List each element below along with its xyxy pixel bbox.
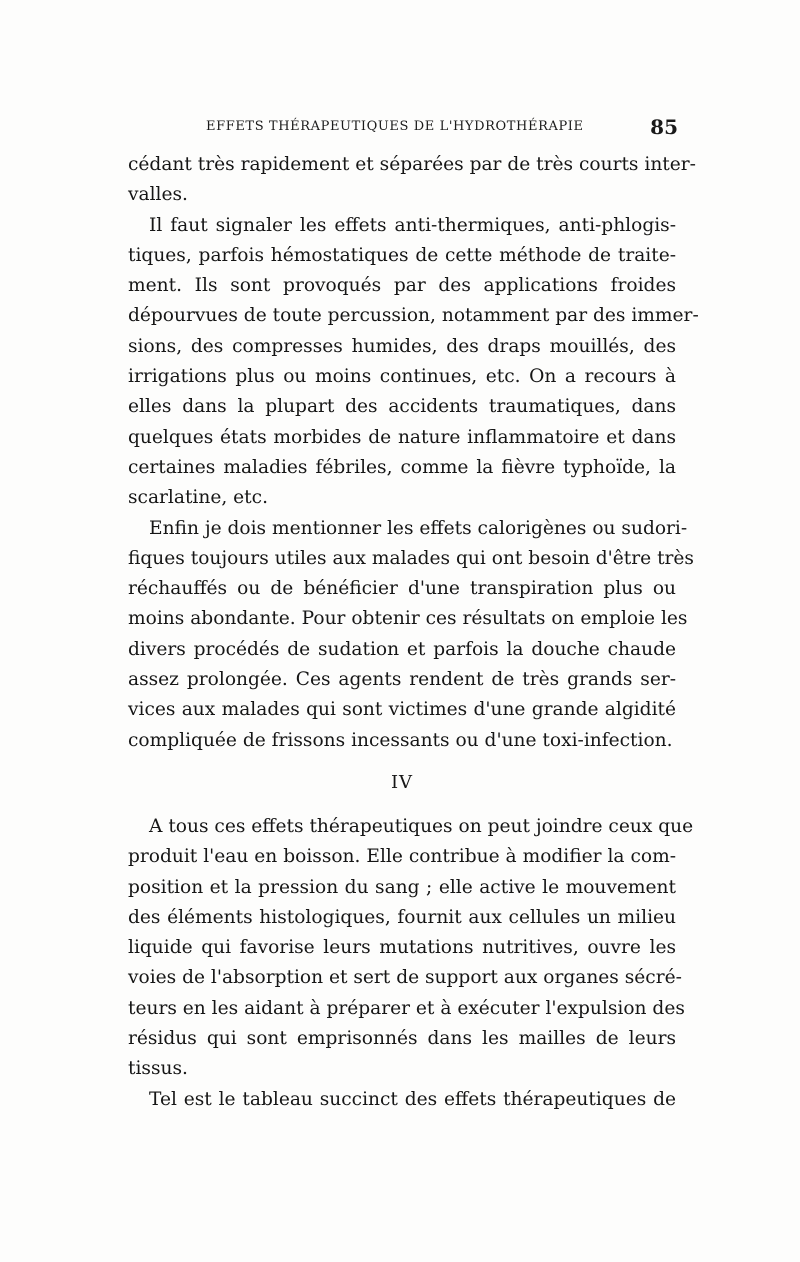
text-line: Tel est le tableau succinct des effets thérapeutiques de [149, 1088, 676, 1110]
paragraph [128, 1085, 676, 1115]
text-line: certaines maladies fébriles, comme la fièvre typhoïde, la [128, 456, 676, 478]
body-text [128, 150, 699, 1115]
section-heading: IV [390, 771, 414, 793]
paragraph [128, 812, 694, 1085]
text-line: tissus. [128, 1058, 188, 1080]
text-line: teurs en les aidant à préparer et à exécuter l'expulsion des [128, 997, 685, 1019]
text-line: vices aux malades qui sont victimes d'une grande algidité [128, 699, 676, 721]
text-line: divers procédés de sudation et parfois la douche chaude [128, 638, 676, 660]
text-line: Il faut signaler les effets anti-thermiques, anti-phlogis- [149, 214, 676, 236]
text-line: dépourvues de toute percussion, notamment par des immer- [128, 305, 699, 327]
text-line: quelques états morbides de nature inflammatoire et dans [128, 426, 676, 448]
text-line: Enfin je dois mentionner les effets calorigènes ou sudori- [149, 517, 688, 539]
text-line: compliquée de frissons incessants ou d'une toxi-infection. [128, 729, 673, 751]
text-line: ment. Ils sont provoqués par des applications froides [128, 275, 676, 297]
text-line: fiques toujours utiles aux malades qui ont besoin d'être très [128, 547, 694, 569]
text-line: liquide qui favorise leurs mutations nutritives, ouvre les [128, 937, 676, 959]
running-title: EFFETS THÉRAPEUTIQUES DE L'HYDROTHÉRAPIE [206, 119, 584, 134]
text-line: scarlatine, etc. [128, 487, 268, 509]
text-line: valles. [128, 184, 188, 206]
running-head [130, 117, 680, 139]
text-line: produit l'eau en boisson. Elle contribue à modifier la com- [128, 846, 676, 868]
text-line: A tous ces effets thérapeutiques on peut joindre ceux que [149, 815, 694, 837]
text-line: sions, des compresses humides, des draps mouillés, des [128, 335, 676, 357]
page-number: 85 [650, 115, 678, 139]
text-line: réchauffés ou de bénéficier d'une transpiration plus ou [128, 578, 676, 600]
text-line: position et la pression du sang ; elle active le mouvement [128, 876, 676, 898]
text-line: cédant très rapidement et séparées par de très courts inter- [128, 154, 696, 175]
text-line: elles dans la plupart des accidents traumatiques, dans [128, 396, 676, 418]
paragraph [128, 150, 696, 211]
text-line: des éléments histologiques, fournit aux cellules un milieu [128, 906, 676, 928]
text-line: irrigations plus ou moins continues, etc. On a recours à [128, 366, 676, 388]
text-line: moins abondante. Pour obtenir ces résultats on emploie les [128, 608, 688, 630]
text-line: assez prolongée. Ces agents rendent de très grands ser- [128, 669, 676, 691]
text-line: résidus qui sont emprisonnés dans les mailles de leurs [128, 1028, 676, 1050]
paragraph [128, 211, 699, 514]
text-line: tiques, parfois hémostatiques de cette méthode de traite- [128, 244, 676, 266]
text-line: voies de l'absorption et sert de support aux organes sécré- [128, 967, 682, 989]
paragraph [128, 514, 694, 756]
